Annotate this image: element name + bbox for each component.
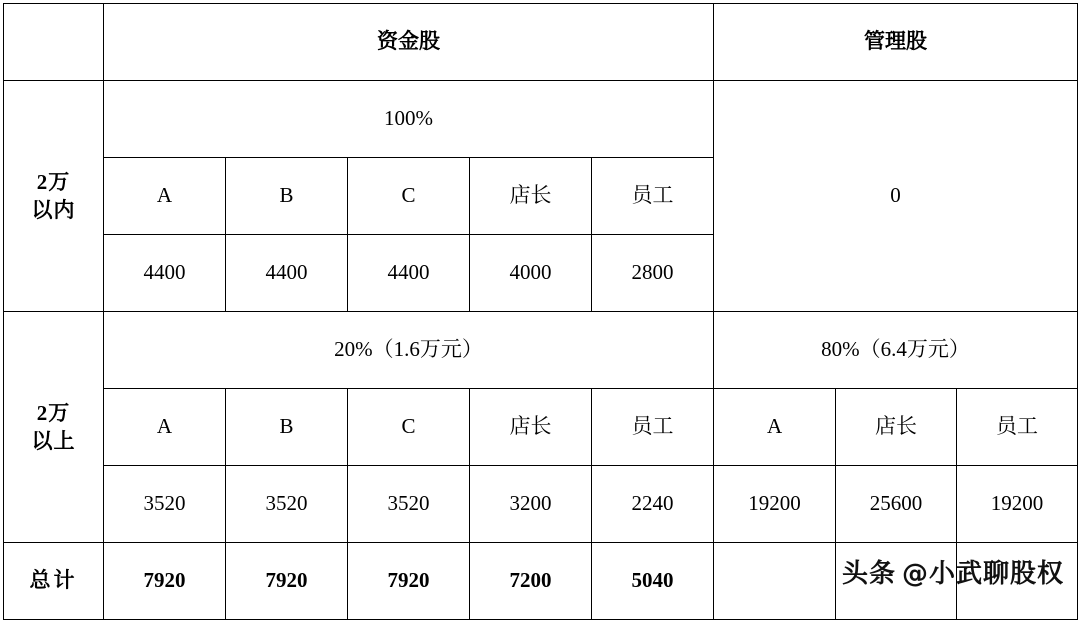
- over-2w-management-value-manager: 25600: [836, 466, 957, 543]
- total-management-blank-a: [714, 543, 836, 620]
- total-value-c: 7920: [348, 543, 470, 620]
- under-2w-role-manager: 店长: [470, 158, 592, 235]
- over-2w-management-value-staff: 19200: [957, 466, 1078, 543]
- under-2w-role-c: C: [348, 158, 470, 235]
- over-2w-roles-row: [4, 389, 1078, 466]
- under-2w-role-b: B: [226, 158, 348, 235]
- over-2w-capital-role-c: C: [348, 389, 470, 466]
- over-2w-capital-role-staff: 员工: [592, 389, 714, 466]
- header-management-shares: 管理股: [714, 4, 1078, 81]
- under-2w-value-manager: 4000: [470, 235, 592, 312]
- under-2w-value-b: 4400: [226, 235, 348, 312]
- over-2w-management-role-a: A: [714, 389, 836, 466]
- over-2w-management-role-staff: 员工: [957, 389, 1078, 466]
- header-corner-cell: [4, 4, 104, 81]
- under-2w-role-a: A: [104, 158, 226, 235]
- row-label-over-2w: [4, 312, 104, 543]
- over-2w-capital-role-manager: 店长: [470, 389, 592, 466]
- toutiao-logo-icon: 头条: [841, 559, 896, 589]
- over-2w-capital-value-b: 3520: [226, 466, 348, 543]
- over-2w-values-row: [4, 466, 1078, 543]
- row-label-under-2w: [4, 81, 104, 312]
- over-2w-capital-value-a: 3520: [104, 466, 226, 543]
- header-capital-shares: 资金股: [104, 4, 714, 81]
- under-2w-role-staff: 员工: [592, 158, 714, 235]
- over-2w-management-value-a: 19200: [714, 466, 836, 543]
- under-2w-management-value: 0: [714, 81, 1078, 312]
- row-label-under-2w-line2: 以内: [31, 198, 76, 222]
- over-2w-capital-value-staff: 2240: [592, 466, 714, 543]
- over-2w-percent-row: [4, 312, 1078, 389]
- under-2w-value-a: 4400: [104, 235, 226, 312]
- equity-allocation-table: [3, 3, 1078, 620]
- total-row-label: 总计: [4, 543, 104, 620]
- table-header-row: [4, 4, 1078, 81]
- over-2w-capital-value-c: 3520: [348, 466, 470, 543]
- over-2w-management-percent: 80%（6.4万元）: [714, 312, 1078, 389]
- under-2w-percent-row: [4, 81, 1078, 158]
- over-2w-capital-value-manager: 3200: [470, 466, 592, 543]
- row-label-under-2w-line1: 2万: [36, 169, 71, 194]
- under-2w-value-c: 4400: [348, 235, 470, 312]
- over-2w-management-role-manager: 店长: [836, 389, 957, 466]
- over-2w-capital-role-a: A: [104, 389, 226, 466]
- total-value-staff: 5040: [592, 543, 714, 620]
- total-value-b: 7920: [226, 543, 348, 620]
- over-2w-capital-role-b: B: [226, 389, 348, 466]
- total-value-a: 7920: [104, 543, 226, 620]
- watermark: [842, 553, 1064, 590]
- watermark-text: @小武聊股权: [901, 559, 1064, 589]
- under-2w-capital-percent: 100%: [104, 81, 714, 158]
- row-label-over-2w-line2: 以上: [31, 429, 76, 453]
- total-value-manager: 7200: [470, 543, 592, 620]
- over-2w-capital-percent: 20%（1.6万元）: [104, 312, 714, 389]
- row-label-over-2w-line1: 2万: [36, 400, 71, 425]
- under-2w-value-staff: 2800: [592, 235, 714, 312]
